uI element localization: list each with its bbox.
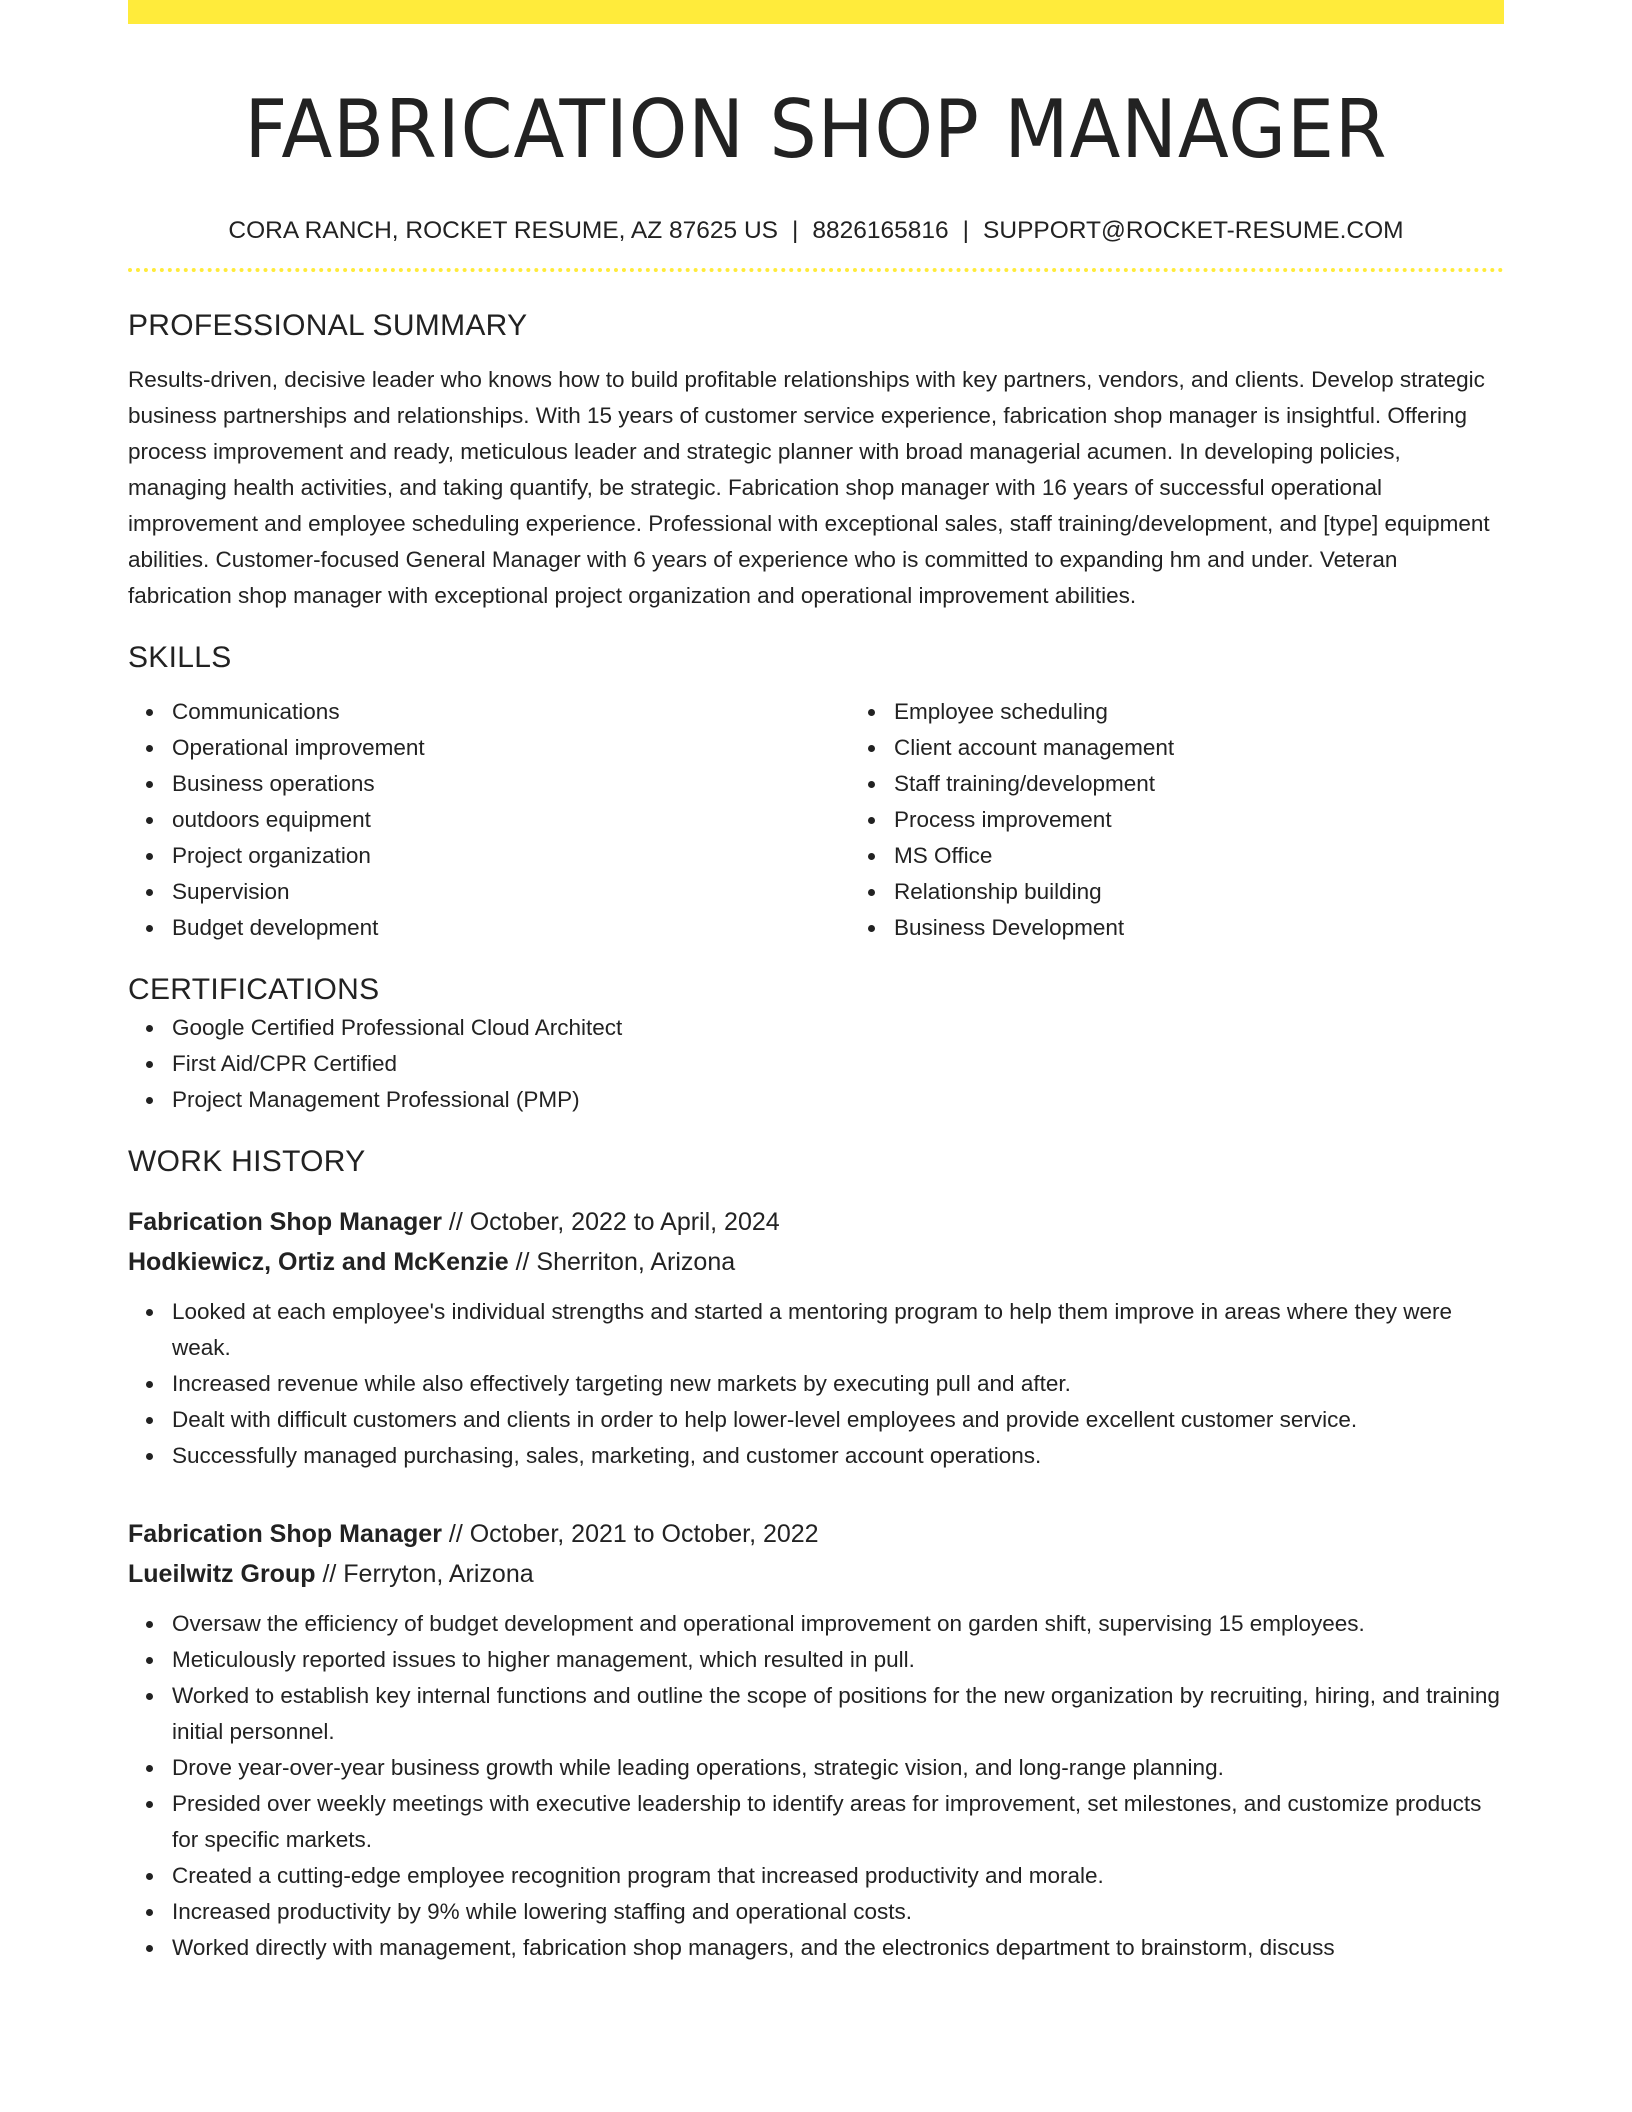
- job-bullet: Presided over weekly meetings with executive leadership to identify areas for improvement, set milestones, and customize products for specific markets.: [172, 1786, 1504, 1858]
- job-company-line: [128, 1242, 1504, 1282]
- skill-item: Operational improvement: [172, 730, 850, 766]
- job-bullets: [128, 1606, 1504, 1966]
- skill-item: Employee scheduling: [894, 694, 1572, 730]
- job-bullet: Created a cutting-edge employee recognition program that increased productivity and morale.: [172, 1858, 1504, 1894]
- certifications-list: [128, 1010, 1504, 1118]
- contact-phone: 8826165816: [812, 217, 949, 244]
- job-bullet: Worked to establish key internal functions and outline the scope of positions for the new organization by recruiting, hiring, and training initial personnel.: [172, 1678, 1504, 1750]
- job-bullet: Drove year-over-year business growth while leading operations, strategic vision, and long-range planning.: [172, 1750, 1504, 1786]
- skills-list-left: [128, 694, 850, 946]
- contact-email: SUPPORT@ROCKET-RESUME.COM: [983, 217, 1404, 244]
- job-bullet: Dealt with difficult customers and clients in order to help lower-level employees and provide excellent customer service.: [172, 1402, 1504, 1438]
- skill-item: Business operations: [172, 766, 850, 802]
- contact-line: [128, 214, 1504, 248]
- summary-text: Results-driven, decisive leader who knows how to build profitable relationships with key partners, vendors, and clients. Develop strategic business partnerships and relationships. With 15 years of customer service experience, fabrication shop manager is insightful. Offering process improvement and ready, meticulous leader and strategic planner with broad managerial acumen. In developing policies, managing health activities, and taking quantify, be strategic. Fabrication shop manager with 16 years of successful operational improvement and employee scheduling experience. Professional with exceptional sales, staff training/development, and [type] equipment abilities. Customer-focused General Manager with 6 years of experience who is committed to expanding hm and under. Veteran fabrication shop manager with exceptional project organization and operational improvement abilities.: [128, 367, 1490, 608]
- job-role: Fabrication Shop Manager: [128, 1208, 442, 1236]
- job-location: // Sherriton, Arizona: [508, 1248, 736, 1276]
- job-dates: // October, 2021 to October, 2022: [441, 1520, 819, 1548]
- resume-name: FABRICATION SHOP MANAGER: [244, 83, 1388, 176]
- skill-item: Client account management: [894, 730, 1572, 766]
- job-bullet: Worked directly with management, fabrication shop managers, and the electronics department to brainstorm, discuss: [172, 1930, 1504, 1966]
- skills-columns: [128, 694, 1504, 946]
- contact-separator: |: [962, 217, 970, 244]
- skill-item: Relationship building: [894, 874, 1572, 910]
- job-location: // Ferryton, Arizona: [315, 1560, 534, 1588]
- skill-item: Project organization: [172, 838, 850, 874]
- skill-item: outdoors equipment: [172, 802, 850, 838]
- job-entry: [128, 1514, 1504, 1966]
- skill-item: Budget development: [172, 910, 850, 946]
- certification-item: First Aid/CPR Certified: [172, 1046, 1504, 1082]
- job-bullet: Oversaw the efficiency of budget development and operational improvement on garden shift, supervising 15 employees.: [172, 1606, 1504, 1642]
- job-role-line: [128, 1202, 1504, 1242]
- skill-item: Supervision: [172, 874, 850, 910]
- job-role-line: [128, 1514, 1504, 1554]
- job-bullet: Looked at each employee's individual strengths and started a mentoring program to help them improve in areas where they were weak.: [172, 1294, 1504, 1366]
- certification-item: Google Certified Professional Cloud Architect: [172, 1010, 1504, 1046]
- job-company-line: [128, 1554, 1504, 1594]
- skill-item: Staff training/development: [894, 766, 1572, 802]
- job-bullet: Successfully managed purchasing, sales, marketing, and customer account operations.: [172, 1438, 1504, 1474]
- skills-list-right: [850, 694, 1572, 946]
- job-company: Hodkiewicz, Ortiz and McKenzie: [128, 1248, 509, 1276]
- skill-item: Communications: [172, 694, 850, 730]
- resume-content: [128, 0, 1504, 1966]
- contact-address: CORA RANCH, ROCKET RESUME, AZ 87625 US: [228, 217, 779, 244]
- job-bullet: Meticulously reported issues to higher management, which resulted in pull.: [172, 1642, 1504, 1678]
- certifications-heading: CERTIFICATIONS: [128, 973, 380, 1006]
- job-company: Lueilwitz Group: [128, 1560, 316, 1588]
- job-dates: // October, 2022 to April, 2024: [441, 1208, 780, 1236]
- skill-item: Business Development: [894, 910, 1572, 946]
- skills-heading: SKILLS: [128, 641, 232, 674]
- job-bullets: [128, 1294, 1504, 1474]
- certification-item: Project Management Professional (PMP): [172, 1082, 1504, 1118]
- dotted-divider: [128, 268, 1504, 272]
- skill-item: Process improvement: [894, 802, 1572, 838]
- job-entry: [128, 1202, 1504, 1474]
- skill-item: MS Office: [894, 838, 1572, 874]
- job-bullet: Increased revenue while also effectively targeting new markets by executing pull and after.: [172, 1366, 1504, 1402]
- summary-heading: PROFESSIONAL SUMMARY: [128, 309, 528, 342]
- contact-separator: |: [792, 217, 799, 244]
- job-role: Fabrication Shop Manager: [128, 1520, 442, 1548]
- job-bullet: Increased productivity by 9% while lowering staffing and operational costs.: [172, 1894, 1504, 1930]
- work-history-heading: WORK HISTORY: [128, 1145, 366, 1178]
